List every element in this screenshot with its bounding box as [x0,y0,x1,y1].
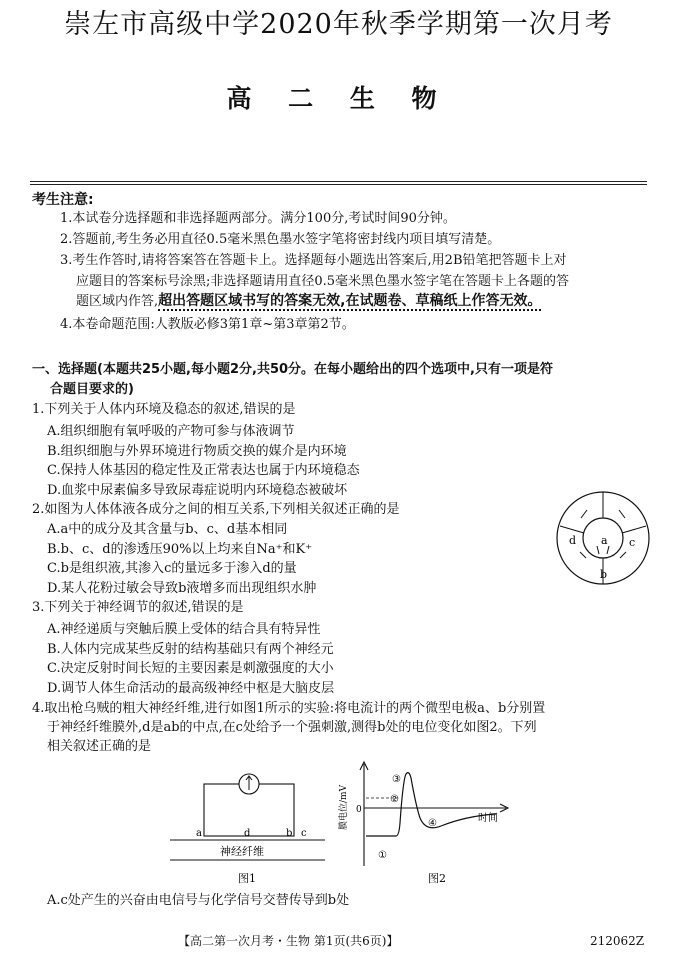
q2-option-d: D.某人花粉过敏会导致b液增多而出现组织水肿 [47,581,317,596]
q3-stem: 3.下列关于神经调节的叙述,错误的是 [32,600,244,615]
fig-label-d: d [569,534,577,547]
divider-top [30,181,647,182]
notice-item-2: 2.答题前,考生务必用直径0.5毫米黑色墨水签字笔将密封线内项目填写清楚。 [60,232,501,247]
q1-stem: 1.下列关于人体内环境及稳态的叙述,错误的是 [32,402,296,417]
q2-option-c: C.b是组织液,其渗入c的量远多于渗入d的量 [47,561,297,576]
q4-stem-1: 4.取出枪乌贼的粗大神经纤维,进行如图1所示的实验:将电流计的两个微型电极a、b分别置 [32,701,546,716]
divider-top-2 [30,184,647,185]
exam-code: 212062Z [590,934,645,948]
q2-option-a: A.a中的成分及其含量与b、c、d基本相同 [47,522,288,537]
q3-option-a: A.神经递质与突触后膜上受体的结合具有特异性 [47,622,321,637]
q3-option-b: B.人体内完成某些反射的结构基础只有两个神经元 [47,642,334,657]
fig2-point-3: ③ [392,774,401,785]
q1-option-c: C.保持人体基因的稳定性及正常表达也属于内环境稳态 [47,463,360,478]
fig1-label-b: b [286,828,293,839]
q1-option-a: A.组织细胞有氧呼吸的产物可参与体液调节 [47,424,295,439]
q4-figure-1 [160,760,330,888]
fig-label-c: c [629,536,636,549]
q4-stem-2: 于神经纤维膜外,d是ab的中点,在c处给予一个强刺激,测得b处的电位变化如图2。下列 [47,720,537,735]
fig-label-a: a [601,534,608,547]
subject-title: 高 二 生 物 [226,84,451,113]
q1-option-d: D.血浆中尿素偏多导致尿毒症说明内环境稳态被破坏 [47,483,348,498]
notice-item-3-end-text: 题区域内作答, [76,294,159,309]
q2-option-b: B.b、c、d的渗透压90%以上均来自Na⁺和K⁺ [47,542,313,557]
notice-item-3: 3.考生作答时,请将答案答在答题卡上。选择题每小题选出答案后,用2B铅笔把答题卡上对 [60,253,567,268]
page-footer: 【高二第一次月考・生物 第1页(共6页)】 [178,934,399,948]
q4-stem-3: 相关叙述正确的是 [47,739,152,754]
fig-label-b: b [600,568,608,581]
notice-item-1: 1.本试卷分选择题和非选择题两部分。满分100分,考试时间90分钟。 [60,211,456,226]
notice-item-3-cont: 应题目的答案标号涂黑;非选择题请用直径0.5毫米黑色墨水签字笔在答题卡上各题的答 [76,274,570,289]
exam-title: 崇左市高级中学2020年秋季学期第一次月考 [64,9,613,40]
notice-heading: 考生注意: [32,192,94,208]
fig1-label-a: a [196,828,202,839]
q1-option-b: B.组织细胞与外界环境进行物质交换的媒介是内环境 [47,444,347,459]
fig1-label-d: d [244,828,251,839]
q4-figure-2 [336,758,516,888]
fig2-origin: 0 [356,805,362,815]
notice-item-3-end [76,293,541,310]
fig2-point-1: ① [378,850,387,861]
notice-item-4: 4.本卷命题范围:人教版必修3第1章~第3章第2节。 [60,317,355,332]
fig2-point-4: ④ [428,818,437,829]
fig1-label-c: c [301,828,307,839]
notice-warning: 超出答题区域书写的答案无效,在试题卷、草稿纸上作答无效。 [158,293,542,309]
q3-option-c: C.决定反射时间长短的主要因素是刺激强度的大小 [47,661,334,676]
section-heading-line1: 一、选择题(本题共25小题,每小题2分,共50分。在每小题给出的四个选项中,只有一项是符 [32,362,553,377]
fig2-xlabel: 时间 [478,813,498,824]
fig2-caption: 图2 [428,872,446,885]
section-heading-line2: 合题目要求的) [50,382,134,397]
nerve-fiber-label: 神经纤维 [220,845,264,858]
q2-fluid-diagram [553,488,653,588]
fig2-point-2: ② [390,794,399,805]
q3-option-d: D.调节人体生命活动的最高级神经中枢是大脑皮层 [47,681,335,696]
q4-option-a: A.c处产生的兴奋由电信号与化学信号交替传导到b处 [47,893,350,908]
fig1-caption: 图1 [238,872,256,885]
fig2-ylabel: 膜电位/mV [339,784,349,830]
q2-stem: 2.如图为人体体液各成分之间的相互关系,下列相关叙述正确的是 [32,502,400,517]
